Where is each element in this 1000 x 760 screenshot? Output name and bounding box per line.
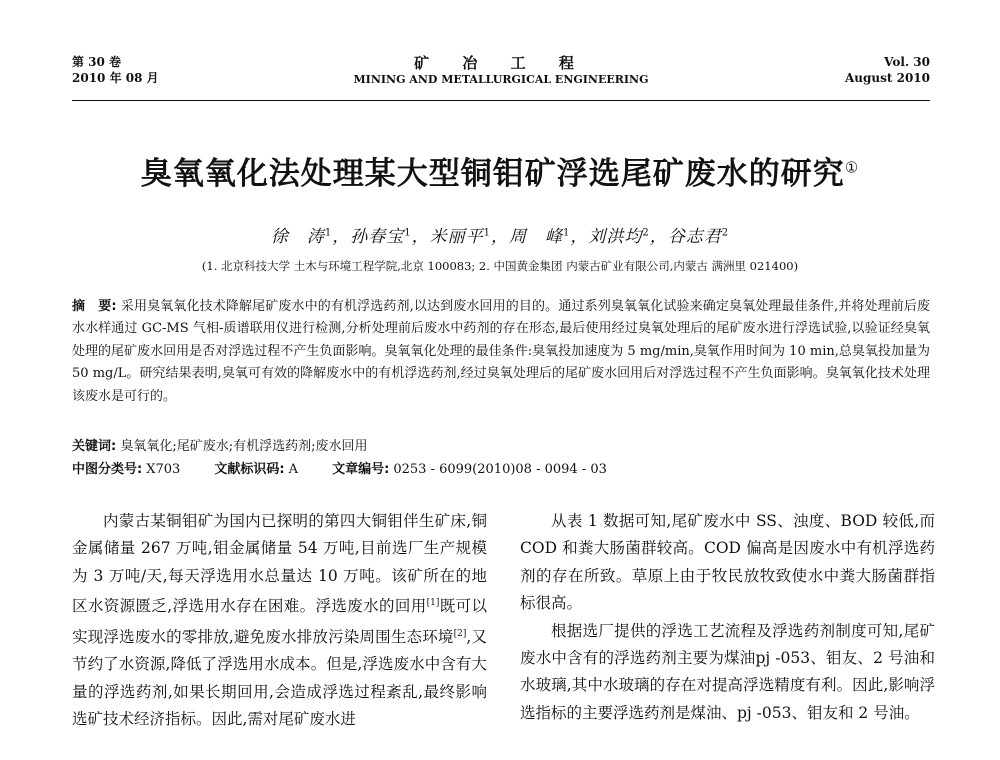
author-affil-mark: 2 — [642, 227, 650, 239]
author-name: 刘洪均 — [588, 227, 643, 247]
keywords-label: 关键词: — [72, 439, 117, 454]
header-right — [845, 54, 930, 86]
abstract-label: 摘 要: — [72, 299, 117, 314]
affiliations: (1. 北京科技大学 土木与环境工程学院,北京 100083; 2. 中国黄金集团 内蒙古矿业有限公司,内蒙古 满洲里 021400) — [201, 259, 799, 273]
volume-cn: 第 30 卷 — [72, 55, 122, 69]
date-en: August 2010 — [844, 71, 930, 85]
author-affil-mark: 1 — [483, 227, 491, 239]
classification-line — [72, 460, 930, 480]
author-affil-mark: 2 — [721, 227, 730, 239]
body-paragraph: 根据选厂提供的浮选工艺流程及浮选药剂制度可知,尾矿废水中含有的浮选药剂主要为煤油pj -053、钼友、2 号油和水玻璃,其中水玻璃的存在对提高浮选精度有利。因此,影响浮选指标的主要浮选药剂是煤油、pj -053、钼友和 2 号油。 — [520, 621, 935, 722]
clc-group — [72, 462, 180, 477]
body-column-left — [72, 508, 487, 734]
para-text: 既可以实现浮选废水的零排放,避免废水排放污染周围生态环境 — [72, 597, 487, 646]
keywords-text: 臭氧氧化;尾矿废水;有机浮选药剂;废水回用 — [120, 439, 368, 454]
journal-name-en: MINING AND METALLURGICAL ENGINEERING — [353, 73, 649, 86]
author-name: 米丽平 — [429, 227, 484, 247]
para-text: 内蒙古某铜钼矿为国内已探明的第四大铜钼伴生矿床,铜金属储量 267 万吨,钼金属储量 54 万吨,目前选厂生产规模为 3 万吨/天,每天浮选用水总量达 10 万吨。该矿所在的地区水资源匮乏,浮选用水存在困难。浮选废水的回用 — [72, 512, 487, 616]
paper-title — [0, 148, 1000, 193]
author-separator: ， — [649, 227, 668, 247]
body-paragraph — [72, 508, 487, 734]
author-separator: ， — [491, 227, 509, 247]
keywords — [72, 437, 930, 457]
para-text: ,又节约了水资源,降低了浮选用水成本。但是,浮选废水中含有大量的浮选药剂,如果长期回用,会造成浮选过程紊乱,最终影响选矿技术经济指标。因此,需对尾矿废水进 — [72, 627, 487, 729]
body-paragraph: 从表 1 数据可知,尾矿废水中 SS、浊度、BOD 较低,而 COD 和粪大肠菌群较高。COD 偏高是因废水中有机浮选药剂的存在所致。草原上由于牧民放牧致使水中粪大肠菌群指标很高。 — [520, 512, 935, 613]
citation-ref: [2] — [453, 628, 467, 639]
author-separator: ， — [570, 227, 589, 247]
author-affil-mark: 1 — [563, 227, 571, 239]
title-text: 臭氧氧化法处理某大型铜钼矿浮选尾矿废水的研究 — [140, 156, 845, 192]
author-name: 徐 涛 — [270, 227, 325, 247]
author-affil-mark: 1 — [324, 227, 333, 239]
author-name: 孙春宝 — [350, 227, 405, 247]
clc-value: X703 — [146, 462, 181, 477]
doc-code-group — [214, 462, 298, 477]
body-column-right — [520, 508, 935, 727]
citation-ref: [1] — [426, 598, 440, 609]
article-number-group — [332, 462, 607, 477]
author-affil-mark: 1 — [404, 227, 412, 239]
date-cn: 2010 年 08 月 — [72, 71, 159, 85]
author-list — [0, 222, 1000, 247]
doc-code-label: 文献标识码: — [214, 462, 285, 477]
abstract — [72, 296, 930, 408]
author-name: 谷志君 — [667, 227, 722, 247]
author-name: 周 峰 — [509, 227, 563, 247]
header-rule — [72, 100, 930, 101]
title-footnote-mark: ① — [844, 158, 860, 177]
volume-en: Vol. 30 — [884, 55, 930, 69]
author-separator: ， — [332, 227, 351, 247]
doc-code-value: A — [288, 462, 299, 477]
journal-name-cn: 矿 冶 工 程 — [414, 54, 588, 72]
header-center — [72, 54, 930, 88]
author-separator: ， — [411, 227, 430, 247]
clc-label: 中图分类号: — [72, 462, 143, 477]
journal-header — [72, 54, 930, 96]
article-number-label: 文章编号: — [332, 462, 390, 477]
abstract-text: 采用臭氧氧化技术降解尾矿废水中的有机浮选药剂,以达到废水回用的目的。通过系列臭氧氧化试验来确定臭氧处理最佳条件,并将处理前后废水水样通过 GC-MS 气相-质谱联用仪进行检测,分析处理前后废水中药剂的存在形态,最后使用经过臭氧处理后的尾矿废水进行浮选试验,以验证经臭氧处理的尾矿废水回用是否对浮选过程不产生负面影响。臭氧氧化处理的最佳条件:臭氧投加速度为 5 mg/min,臭氧作用时间为 10 min,总臭氧投加量为 50 mg/L。研究结果表明,臭氧可有效的降解废水中的有机浮选药剂,经过臭氧处理后的尾矿废水回用后对浮选过程不产生负面影响。臭氧氧化技术处理该废水是可行的。 — [72, 299, 931, 404]
article-number-value: 0253 - 6099(2010)08 - 0094 - 03 — [393, 462, 607, 477]
